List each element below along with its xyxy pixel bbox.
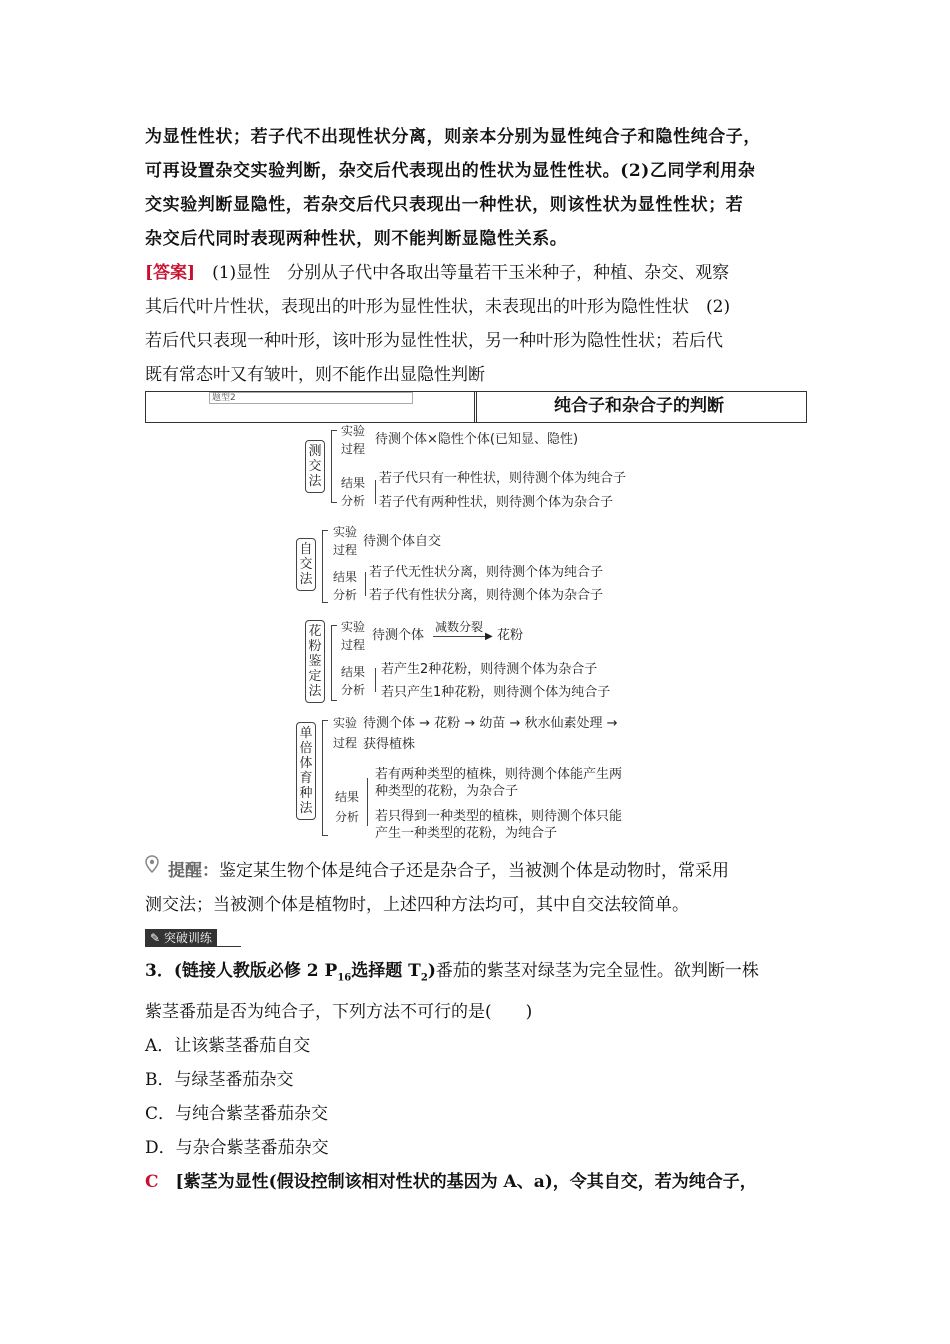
result-label: 分析 — [333, 588, 358, 602]
banner-tag: 题型2 — [209, 392, 413, 404]
bracket-line — [322, 530, 323, 602]
question-stem-line: 紫茎番茄是否为纯合子，下列方法不可行的是( ) — [145, 1002, 533, 1023]
result-label: 分析 — [341, 494, 366, 508]
question-stem-line — [145, 954, 810, 995]
process-text: 花粉 — [497, 628, 524, 643]
process-label: 过程 — [333, 543, 358, 557]
arrow-head-icon: ▶ — [485, 631, 493, 642]
question-source-sub2: 2 — [420, 972, 428, 984]
bracket-line — [331, 625, 332, 700]
question-number: 3． — [145, 961, 174, 981]
process-label: 实验 — [333, 525, 358, 539]
result-text: 若有两种类型的植株，则待测个体能产生两 — [375, 767, 623, 782]
option-c: C．与纯合紫茎番茄杂交 — [145, 1104, 329, 1125]
answer-line: 若后代只表现一种叶形，该叶形为显性性状，另一种叶形为隐性性状；若后代 — [145, 331, 723, 351]
bracket-line — [331, 430, 332, 502]
method-box-1: 测交法 — [305, 440, 325, 493]
result-label: 结果 — [341, 665, 366, 679]
tip-text: 鉴定某生物个体是纯合子还是杂合子，当被测个体是动物时，常采用 — [219, 861, 729, 881]
method-box-3: 花粉鉴定法 — [305, 620, 325, 703]
option-d: D．与杂合紫茎番茄杂交 — [145, 1138, 329, 1159]
result-label: 分析 — [341, 683, 366, 697]
question-source-mid: 选择题 T — [351, 961, 421, 981]
bracket-line — [365, 572, 366, 596]
section-banner — [145, 391, 807, 423]
tip-label: 提醒： — [168, 861, 219, 881]
method-diagram — [295, 420, 675, 850]
bracket-line — [375, 480, 376, 504]
result-text: 若子代有两种性状，则待测个体为杂合子 — [379, 495, 614, 510]
question-source-end: ) — [427, 961, 436, 981]
result-label: 结果 — [335, 790, 360, 804]
process-text: 待测个体 — [372, 628, 425, 643]
process-label: 实验 — [341, 620, 366, 634]
answer-line: 既有常态叶又有皱叶，则不能作出显隐性判断 — [145, 365, 485, 385]
result-label: 结果 — [341, 476, 366, 490]
explanation-line: 为显性性状；若子代不出现性状分离，则亲本分别为显性纯合子和隐性纯合子， — [145, 127, 761, 147]
bracket-line — [331, 700, 337, 701]
answer-letter: C — [145, 1172, 159, 1193]
result-text: 若产生2种花粉，则待测个体为杂合子 — [381, 662, 598, 677]
question-block — [145, 954, 810, 1199]
section-title-text: 突破训练 — [163, 931, 212, 945]
answer-text: (1)显性 分别从子代中各取出等量若干玉米种子，种植、杂交、观察 — [212, 263, 730, 283]
answer-explanation: [紫茎为显性(假设控制该相对性状的基因为 A、a)，令其自交，若为纯合子， — [175, 1172, 757, 1193]
bracket-line — [367, 778, 368, 826]
section-title — [145, 929, 217, 947]
process-text: 待测个体×隐性个体(已知显、隐性) — [375, 432, 579, 447]
process-text: 待测个体 → 花粉 → 幼苗 → 秋水仙素处理 → — [363, 716, 618, 731]
result-text: 产生一种类型的花粉，为纯合子 — [375, 826, 558, 841]
bracket-line — [322, 720, 328, 721]
bracket-line — [322, 602, 328, 603]
bracket-line — [331, 502, 337, 503]
bracket-line — [375, 668, 376, 692]
process-label: 过程 — [341, 442, 366, 456]
process-label: 过程 — [341, 638, 366, 652]
question-stem: 番茄的紫茎对绿茎为完全显性。欲判断一株 — [435, 961, 759, 981]
tip-block — [168, 854, 808, 888]
tip-line — [168, 854, 808, 888]
explanation-line: 交实验判断显隐性，若杂交后代只表现出一种性状，则该性状为显性性状；若 — [145, 195, 744, 215]
process-label: 实验 — [341, 424, 366, 438]
explanation-line: 可再设置杂交实验判断，杂交后代表现出的性状为显性性状。(2)乙同学利用杂 — [145, 161, 756, 181]
pen-icon: ✎ — [150, 931, 161, 945]
bracket-line — [331, 430, 337, 431]
section-header — [145, 927, 217, 947]
section-underline — [145, 946, 241, 947]
result-text: 若只得到一种类型的植株，则待测个体只能 — [375, 809, 623, 824]
result-text: 若子代无性状分离，则待测个体为纯合子 — [369, 565, 604, 580]
banner-title: 纯合子和杂合子的判断 — [554, 396, 724, 416]
explanation-block — [145, 120, 810, 392]
result-text: 种类型的花粉，为杂合子 — [375, 784, 519, 799]
explanation-line: 杂交后代同时表现两种性状，则不能判断显隐性关系。 — [145, 229, 568, 249]
arrow-label: 减数分裂 — [435, 620, 484, 634]
method-box-2: 自交法 — [296, 538, 316, 591]
result-label: 分析 — [335, 810, 360, 824]
question-source: (链接人教版必修 2 P — [173, 961, 338, 981]
answer-line — [145, 256, 810, 290]
result-text: 若子代只有一种性状，则待测个体为纯合子 — [379, 471, 627, 486]
result-label: 结果 — [333, 570, 358, 584]
result-text: 若子代有性状分离，则待测个体为杂合子 — [369, 588, 604, 603]
bracket-line — [322, 720, 323, 835]
bracket-line — [331, 625, 337, 626]
answer-label: [答案] — [145, 263, 196, 283]
arrow-line — [433, 636, 491, 637]
bracket-line — [322, 530, 328, 531]
process-text: 获得植株 — [363, 737, 416, 752]
bracket-line — [322, 835, 328, 836]
result-text: 若只产生1种花粉，则待测个体为纯合子 — [381, 685, 611, 700]
process-text: 待测个体自交 — [363, 534, 442, 549]
tip-line: 测交法；当被测个体是植物时，上述四种方法均可，其中自交法较简单。 — [145, 895, 689, 915]
option-b: B．与绿茎番茄杂交 — [145, 1070, 294, 1091]
answer-line: 其后代叶片性状，表现出的叶形为显性性状，未表现出的叶形为隐性性状 (2) — [145, 297, 731, 317]
question-source-sub: 16 — [337, 972, 352, 984]
method-box-4: 单倍体育种法 — [296, 722, 316, 820]
location-pin-icon — [145, 855, 159, 873]
process-label: 实验 — [333, 716, 358, 730]
answer-explanation-line — [145, 1165, 810, 1199]
option-a: A．让该紫茎番茄自交 — [145, 1036, 311, 1057]
process-label: 过程 — [333, 736, 358, 750]
